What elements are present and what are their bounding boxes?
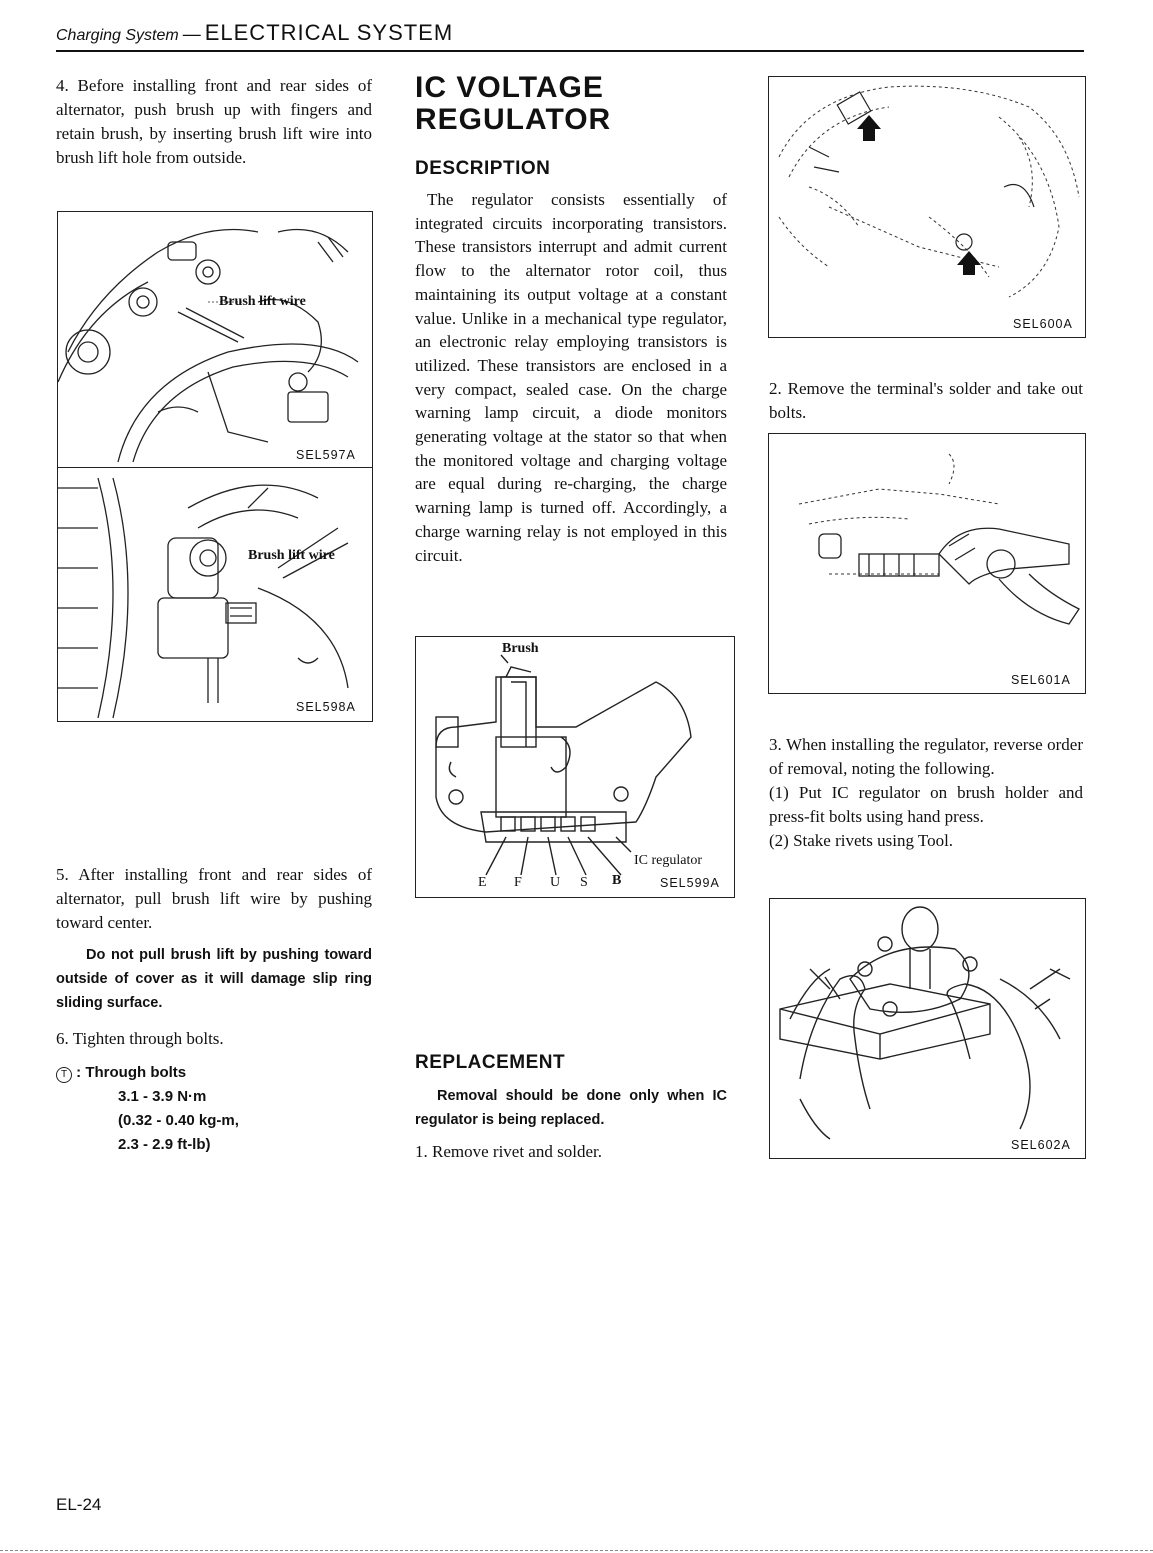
terminal-label: S <box>580 875 588 890</box>
bottom-divider <box>0 1550 1153 1551</box>
step-6-text: 6. Tighten through bolts. <box>56 1029 224 1048</box>
right-column-step3 <box>769 733 1083 853</box>
sub-step-1-text: (1) Put IC regulator on brush holder and press-fit bolts using hand press. <box>769 783 1083 826</box>
figure-sel597a <box>57 211 373 469</box>
figure-code: SEL602A <box>1011 1138 1071 1152</box>
replacement-note: Removal should be done only when IC regulator is being replaced. <box>415 1088 727 1128</box>
figure-sel601a <box>768 433 1086 694</box>
terminal-label: E <box>478 875 487 890</box>
sub-step-2-text: (2) Stake rivets using Tool. <box>769 831 954 850</box>
step-2-text: 2. Remove the terminal's solder and take out bolts. <box>769 379 1083 422</box>
figure-sel600a <box>768 76 1086 338</box>
description-heading: DESCRIPTION <box>415 158 551 179</box>
arrow-up-icon <box>857 115 881 141</box>
section-name: Charging System <box>56 27 179 44</box>
figure-label-brush-lift-wire: Brush lift wire <box>219 294 306 309</box>
torque-label: : Through bolts <box>76 1064 187 1081</box>
torque-spec <box>56 1061 372 1157</box>
section-title-line1: IC VOLTAGE <box>415 71 604 104</box>
figure-code: SEL600A <box>1013 317 1073 331</box>
middle-column-lower <box>415 1052 727 1164</box>
figure-sel598a <box>57 467 373 722</box>
description-text: The regulator consists essentially of integrated circuits incorporating transistors. These transistors interrupt and admit current flow to the alternator rotor coil, thus maintaining its output voltage at a constant value. Unlike in a mechanical type regulator, an electronic relay employing transistors is utilized. These transistors are enclosed in a very compact, sealed case. On the charge warning lamp circuit, a diode monitors generating voltage at the stator so that when the monitored voltage and charging voltage are equal during re-charging, the charge warning lamp is turned off. Accordingly, a charge warning relay is not employed in this circuit. <box>415 190 727 565</box>
chapter-title: ELECTRICAL SYSTEM <box>204 20 454 45</box>
regulator-removal-illustration <box>769 77 1085 337</box>
warning-text: Do not pull brush lift by pushing toward outside of cover as it will damage slip ring sliding surface. <box>56 947 372 1011</box>
replacement-heading: REPLACEMENT <box>415 1052 566 1073</box>
torque-nm: 3.1 - 3.9 N·m <box>118 1088 207 1105</box>
figure-code: SEL599A <box>660 876 720 890</box>
terminal-label: F <box>514 875 522 890</box>
brush-lift-wire-illustration <box>58 468 372 721</box>
figure-code: SEL597A <box>296 448 356 462</box>
step-3-text: 3. When installing the regulator, reverse order of removal, noting the following. <box>769 735 1083 778</box>
step-4-text: 4. Before installing front and rear sides of alternator, push brush up with fingers and retain brush, by inserting brush lift wire into brush lift hole from outside. <box>56 76 372 167</box>
terminal-label: B <box>612 873 622 888</box>
figure-label-ic-regulator: IC regulator <box>634 853 703 868</box>
figure-label-brush-lift-wire: Brush lift wire <box>248 548 335 563</box>
figure-code: SEL598A <box>296 700 356 714</box>
arrow-up-icon <box>957 251 981 275</box>
rivet-staking-illustration <box>770 899 1085 1158</box>
terminal-label: U <box>550 875 561 890</box>
section-title-line2: REGULATOR <box>415 103 612 136</box>
middle-column <box>415 72 727 567</box>
left-column-lower <box>56 863 372 1157</box>
right-column-step2 <box>769 377 1083 425</box>
torque-ftlb: 2.3 - 2.9 ft-lb) <box>118 1136 211 1153</box>
figure-label-brush: Brush <box>502 641 539 656</box>
left-column <box>56 74 372 170</box>
figure-sel599a <box>415 636 735 898</box>
step-1-text: 1. Remove rivet and solder. <box>415 1142 602 1161</box>
figure-sel602a <box>769 898 1086 1159</box>
torque-kgm: (0.32 - 0.40 kg-m, <box>118 1112 239 1129</box>
alternator-brush-illustration <box>58 212 372 468</box>
header-separator: — <box>182 24 201 44</box>
page-number: EL-24 <box>56 1495 102 1514</box>
torque-icon: T <box>56 1067 72 1083</box>
terminal-solder-removal-illustration <box>769 434 1085 693</box>
page-header <box>56 20 1084 52</box>
figure-code: SEL601A <box>1011 673 1071 687</box>
step-5-text: 5. After installing front and rear sides of alternator, pull brush lift wire by pushing toward center. <box>56 865 372 932</box>
